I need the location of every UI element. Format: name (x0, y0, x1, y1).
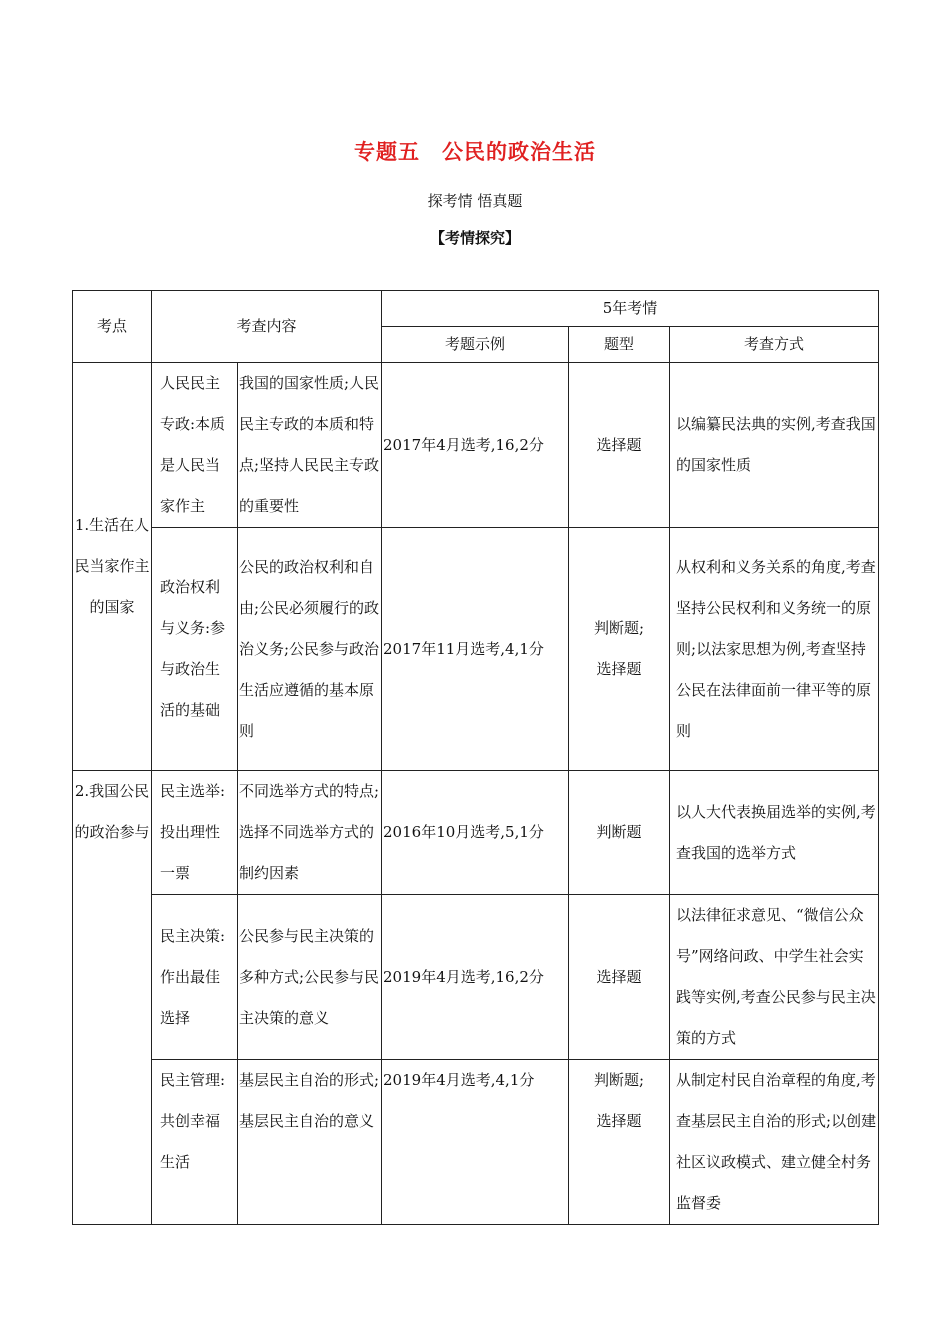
table-header-row (73, 291, 879, 327)
exam-point-cell: 2.我国公民的政治参与 (73, 771, 152, 1225)
topic-cell: 民主管理:共创幸福生活 (152, 1060, 238, 1225)
method-cell: 以编纂民法典的实例,考查我国的国家性质 (670, 363, 879, 528)
table-row (73, 1060, 879, 1225)
document-title: 专题五 公民的政治生活 (354, 139, 596, 164)
header-type: 题型 (569, 327, 670, 363)
table-row (73, 363, 879, 528)
method-cell: 以法律征求意见、“微信公众号”网络问政、中学生社会实践等实例,考查公民参与民主决策的方式 (670, 895, 879, 1060)
method-cell: 从制定村民自治章程的角度,考查基层民主自治的形式;以创建社区议政模式、建立健全村务监督委 (670, 1060, 879, 1225)
type-cell: 选择题 (569, 895, 670, 1060)
topic-cell: 民主决策:作出最佳选择 (152, 895, 238, 1060)
detail-cell: 公民的政治权利和自由;公民必须履行的政治义务;公民参与政治生活应遵循的基本原则 (238, 528, 382, 771)
detail-cell: 我国的国家性质;人民民主专政的本质和特点;坚持人民民主专政的重要性 (238, 363, 382, 528)
topic-cell: 民主选举:投出理性一票 (152, 771, 238, 895)
header-method: 考查方式 (670, 327, 879, 363)
example-cell: 2016年10月选考,5,1分 (382, 771, 569, 895)
method-cell: 从权利和义务关系的角度,考查坚持公民权利和义务统一的原则;以法家思想为例,考查坚持公民在法律面前一律平等的原则 (670, 528, 879, 771)
section-heading: 【考情探究】 (429, 229, 520, 247)
type-cell: 选择题 (569, 363, 670, 528)
exam-analysis-table (72, 290, 879, 1225)
type-cell: 判断题 (569, 771, 670, 895)
header-five-year: 5年考情 (382, 291, 879, 327)
exam-point-cell: 1.生活在人民当家作主的国家 (73, 363, 152, 771)
table-row (73, 771, 879, 895)
table-row (73, 528, 879, 771)
example-cell: 2019年4月选考,16,2分 (382, 895, 569, 1060)
type-cell: 判断题; 选择题 (569, 1060, 670, 1225)
header-example: 考题示例 (382, 327, 569, 363)
detail-cell: 基层民主自治的形式;基层民主自治的意义 (238, 1060, 382, 1225)
example-cell: 2017年11月选考,4,1分 (382, 528, 569, 771)
header-content: 考查内容 (152, 291, 382, 363)
example-cell: 2017年4月选考,16,2分 (382, 363, 569, 528)
detail-cell: 公民参与民主决策的多种方式;公民参与民主决策的意义 (238, 895, 382, 1060)
topic-cell: 政治权利与义务:参与政治生活的基础 (152, 528, 238, 771)
type-cell: 判断题; 选择题 (569, 528, 670, 771)
subtitle: 探考情 悟真题 (427, 192, 523, 210)
detail-cell: 不同选举方式的特点;选择不同选举方式的制约因素 (238, 771, 382, 895)
table-row (73, 895, 879, 1060)
header-point: 考点 (73, 291, 152, 363)
method-cell: 以人大代表换届选举的实例,考查我国的选举方式 (670, 771, 879, 895)
topic-cell: 人民民主专政:本质是人民当家作主 (152, 363, 238, 528)
example-cell: 2019年4月选考,4,1分 (382, 1060, 569, 1225)
